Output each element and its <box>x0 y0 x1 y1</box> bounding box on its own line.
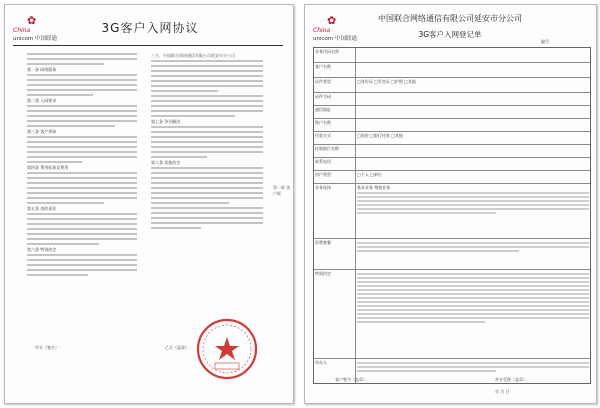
form-company-title: 中国联合网络通信有限公司延安市分公司 <box>378 14 522 23</box>
row-label: 经办人 <box>314 359 356 383</box>
agreement-page <box>4 4 294 404</box>
signature-a: 甲方（签名）： <box>35 345 63 350</box>
registration-form-page <box>304 4 597 404</box>
row-value: □身份证 □军官证 □护照 □其他 <box>357 79 416 84</box>
row-value <box>356 106 590 118</box>
serial-label: 编号： <box>541 39 553 44</box>
row-value <box>356 63 590 77</box>
row-label: 用户类型 <box>314 171 356 183</box>
unicom-knot-icon: ✿ <box>327 14 337 27</box>
form-row <box>314 48 590 63</box>
row-label: 付款方式 <box>314 132 356 144</box>
row-label: 证件号码 <box>314 93 356 105</box>
row-label: 通信地址 <box>314 106 356 118</box>
section-heading: 第三条 客户须知 <box>27 129 57 134</box>
row-value: □个人 □单位 <box>357 172 382 177</box>
row-label: 业务代码名称 <box>314 48 356 62</box>
section-heading: 第五条 违约责任 <box>27 206 57 211</box>
row-value <box>356 119 590 131</box>
section-heading: 第二条 入网要求 <box>27 98 57 103</box>
row-label: 证件类型 <box>314 78 356 92</box>
row-label: 特别约定 <box>314 270 356 358</box>
date-label: 年 月 日 <box>495 389 510 394</box>
row-value <box>356 359 590 383</box>
row-label: 联系电话 <box>314 158 356 170</box>
row-value <box>356 145 590 157</box>
form-row <box>314 78 590 93</box>
agreement-title: 3G客户入网协议 <box>101 21 199 35</box>
form-row <box>314 145 590 158</box>
row-value <box>356 239 590 269</box>
logo-text-en-2: unicom 中国联通 <box>13 36 58 42</box>
row-label: 资费套餐 <box>314 239 356 269</box>
agent-signature-label: 营业受理（盖章）： <box>495 377 531 382</box>
section-heading: 第一条 网络服务 <box>27 67 57 72</box>
form-row <box>314 171 590 184</box>
form-row <box>314 93 590 106</box>
row-value <box>356 270 590 358</box>
row-label: 业务选择 <box>314 184 356 238</box>
row-value <box>356 158 590 170</box>
copy-note: 第一联 客户联 <box>273 185 291 196</box>
column-2-heading: 三方、中国联合网络通信有限公司延安市分公司 <box>151 53 235 58</box>
section-heading: 第六条 特别约定 <box>27 247 57 252</box>
logo-text-en-1: China <box>13 27 31 34</box>
registration-table <box>313 47 591 384</box>
row-value <box>356 48 590 62</box>
agreement-column-1 <box>27 53 137 279</box>
row-value: 基本业务 增值业务 <box>356 184 590 238</box>
form-row <box>314 158 590 171</box>
row-value <box>356 93 590 105</box>
form-row <box>314 106 590 119</box>
section-heading: 第四条 费用标准及费用 <box>27 165 69 170</box>
agreement-column-2 <box>151 53 263 232</box>
row-label: 客户名称 <box>314 63 356 77</box>
company-seal-stamp <box>195 317 259 381</box>
form-row <box>314 119 590 132</box>
row-value: □现金 □银行托收 □其他 <box>357 133 403 138</box>
header-rule <box>13 45 283 46</box>
form-row <box>314 239 590 270</box>
form-row <box>314 132 590 145</box>
unicom-knot-icon: ✿ <box>27 14 37 27</box>
form-row <box>314 270 590 359</box>
row-label: 托收银行名称 <box>314 145 356 157</box>
logo-text-en-1: China <box>313 27 331 34</box>
china-unicom-logo <box>13 15 63 45</box>
customer-signature-label: 客户签字（盖章）： <box>335 377 371 382</box>
form-title: 3G客户入网登记单 <box>418 30 482 39</box>
form-row <box>314 184 590 239</box>
row-label: 账户名称 <box>314 119 356 131</box>
signature-b: 乙方（盖章）： <box>165 345 193 350</box>
logo-text-en-2: unicom 中国联通 <box>313 36 358 42</box>
section-heading: 第八条 其他约定 <box>151 160 181 165</box>
section-heading: 第七条 争议解决 <box>151 119 181 124</box>
form-row <box>314 63 590 78</box>
